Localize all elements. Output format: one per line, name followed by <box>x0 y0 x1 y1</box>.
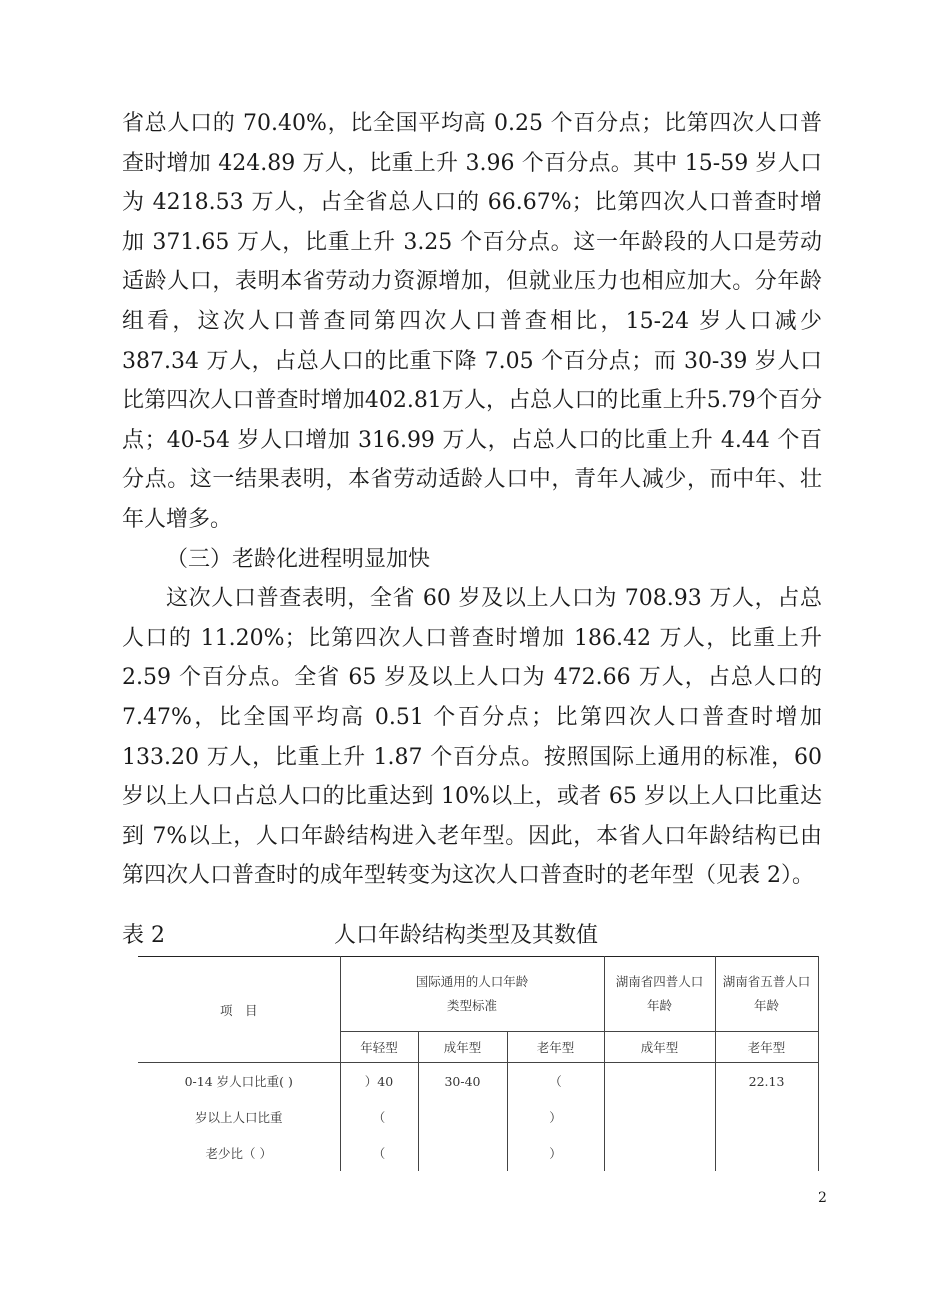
header-old: 老年型 <box>507 1032 604 1063</box>
row-item: 0-14 岁人口比重( ) <box>138 1063 340 1100</box>
table-caption <box>122 918 822 954</box>
header-census4-line2: 年龄 <box>647 998 673 1013</box>
row-census5 <box>715 1099 818 1135</box>
row-census4 <box>604 1099 715 1135</box>
row-census5: 22.13 <box>715 1063 818 1100</box>
paragraph-aging: 这次人口普查表明，全省 60 岁及以上人口为 708.93 万人，占总人口的 11.20%；比第四次人口普查时增加 186.42 万人，比重上升 2.59 个百分点。全省 65 岁及以上人口为 472.66 万人，占总人口的 7.47%，比全国平均高 0.51 个百分点；比第四次人口普查时增加 133.20 万人，比重上升 1.87 个百分点。按照国际上通用的标准，60 岁以上人口占总人口的比重达到 10%以上，或者 65 岁以上人口比重达到 7%以上，人口年龄结构进入老年型。因此，本省人口年龄结构已由第四次人口普查时的成年型转变为这次人口普查时的老年型（见表 2）。 <box>122 586 822 889</box>
table-row <box>138 1063 818 1100</box>
age-structure-table <box>138 956 819 1171</box>
section-heading-aging: （三）老龄化进程明显加快 <box>166 546 431 572</box>
row-young: （ <box>340 1135 418 1171</box>
header-intl-line2: 类型标准 <box>447 998 498 1013</box>
row-item: 岁以上人口比重 <box>138 1099 340 1135</box>
header-census5 <box>715 957 818 1032</box>
header-census5-line1: 湖南省五普人口 <box>722 974 811 989</box>
body-text <box>122 104 822 896</box>
table-title: 人口年龄结构类型及其数值 <box>334 923 599 948</box>
row-census4 <box>604 1063 715 1100</box>
row-item: 老少比（ ） <box>138 1135 340 1171</box>
row-census5 <box>715 1135 818 1171</box>
page-number: 2 <box>818 1190 827 1206</box>
row-old: （ <box>507 1063 604 1100</box>
header-intl-line1: 国际通用的人口年龄 <box>415 974 529 989</box>
row-young: ）40 <box>340 1063 418 1100</box>
table-row <box>138 1099 818 1135</box>
header-census4-line1: 湖南省四普人口 <box>615 974 704 989</box>
row-old: ） <box>507 1099 604 1135</box>
row-adult <box>418 1099 507 1135</box>
header-intl-standard <box>340 957 604 1032</box>
paragraph-labor-age: 省总人口的 70.40%，比全国平均高 0.25 个百分点；比第四次人口普查时增加 424.89 万人，比重上升 3.96 个百分点。其中 15-59 岁人口为 4218.53 万人，占全省总人口的 66.67%；比第四次人口普查时增加 371.65 万人，比重上升 3.25 个百分点。这一年龄段的人口是劳动适龄人口，表明本省劳动力资源增加，但就业压力也相应加大。分年龄组看，这次人口普查同第四次人口普查相比，15-24 岁人口减少 387.34 万人，占总人口的比重下降 7.05 个百分点；而 30-39 岁人口比第四次人口普查时增加402.81万人，占总人口的比重上升5.79个百分点；40-54 岁人口增加 316.99 万人，占总人口的比重上升 4.44 个百分点。这一结果表明，本省劳动适龄人口中，青年人减少，而中年、壮年人增多。 <box>122 111 822 532</box>
header-adult: 成年型 <box>418 1032 507 1063</box>
row-adult <box>418 1135 507 1171</box>
row-census4 <box>604 1135 715 1171</box>
header-census5-type: 老年型 <box>715 1032 818 1063</box>
header-census4 <box>604 957 715 1032</box>
header-young: 年轻型 <box>340 1032 418 1063</box>
table-number: 表 2 <box>122 923 165 948</box>
header-census5-line2: 年龄 <box>754 998 780 1013</box>
header-census4-type: 成年型 <box>604 1032 715 1063</box>
row-adult: 30-40 <box>418 1063 507 1100</box>
header-item: 项 目 <box>138 957 340 1063</box>
row-young: （ <box>340 1099 418 1135</box>
table-row <box>138 1135 818 1171</box>
row-old: ） <box>507 1135 604 1171</box>
